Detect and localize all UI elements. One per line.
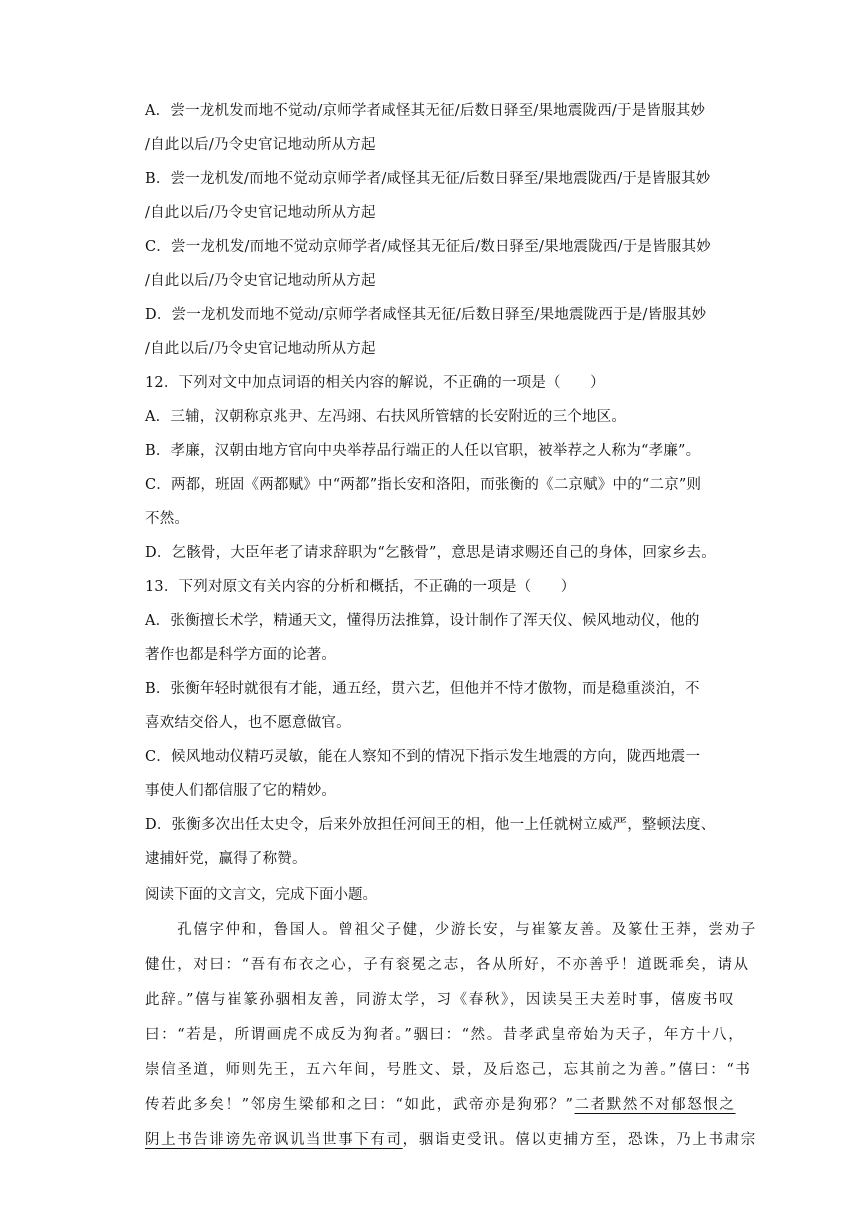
q12-stem: 12．下列对文中加点词语的相关内容的解说，不正确的一项是（ ） xyxy=(145,375,605,391)
q12-option-d: D．乞骸骨，大臣年老了请求辞职为“乞骸骨”，意思是请求赐还自己的身体，回家乡去。 xyxy=(145,545,716,561)
passage-line-4: 曰：“若是，所谓画虎不成反为狗者。”骃曰：“然。昔孝武皇帝始为天子，年方十八， xyxy=(145,1027,745,1043)
q12-option-c-line1: C．两都，班固《两都赋》中“两都”指长安和洛阳，而张衡的《二京赋》中的“二京”则 xyxy=(145,477,702,493)
q12-option-b: B．孝廉，汉朝由地方官向中央举荐品行端正的人任以官职，被举荐之人称为“孝廉”。 xyxy=(145,443,701,459)
q12-option-c-line2: 不然。 xyxy=(145,511,190,527)
passage-line-3: 此辞。”僖与崔篆孙骃相友善，同游太学，习《春秋》，因读吴王夫差时事，僖废书叹 xyxy=(145,992,736,1008)
passage-line-6-text: 传若此多矣！”邻房生梁郁和之曰：“如此，武帝亦是狗邪？” xyxy=(145,1097,575,1113)
passage-line-2: 健仕，对曰：“吾有布衣之心，子有衮冕之志，各从所好，不亦善乎！道既乖矣，请从 xyxy=(145,957,750,973)
q13-option-b-line1: B．张衡年轻时就很有才能，通五经，贯六艺，但他并不恃才傲物，而是稳重淡泊，不 xyxy=(145,681,700,697)
passage-line-7-underlined: 阴上书告诽谤先帝讽讥当世事下有司 xyxy=(145,1132,403,1148)
passage-line-7-text: ，骃诣吏受讯。僖以吏捕方至，恐诛，乃上书肃宗 xyxy=(402,1132,757,1148)
q11-option-d-line1: D．尝一龙机发而地不觉动/京师学者咸怪其无征/后数日驿至/果地震陇西于是/皆服其妙 xyxy=(145,307,707,323)
q11-option-c-line2: /自此以后/乃令史官记地动所从方起 xyxy=(145,273,376,289)
q13-option-d-line1: D．张衡多次出任太史令，后来外放担任河间王的相，他一上任就树立威严，整顿法度、 xyxy=(145,817,716,833)
passage-line-5: 崇信圣道，师则先王，五六年间，号胜文、景，及后恣己，忘其前之为善。”僖曰：“书 xyxy=(145,1062,752,1078)
passage-line-7 xyxy=(145,1130,757,1150)
passage-line-6 xyxy=(145,1095,736,1115)
q13-option-b-line2: 喜欢结交俗人，也不愿意做官。 xyxy=(145,715,351,731)
q13-option-c-line1: C．候风地动仪精巧灵敏，能在人察知不到的情况下指示发生地震的方向，陇西地震一 xyxy=(145,749,701,765)
q11-option-b-line2: /自此以后/乃令史官记地动所从方起 xyxy=(145,205,376,221)
reading-intro: 阅读下面的文言文，完成下面小题。 xyxy=(145,887,377,903)
q11-option-a-line2: /自此以后/乃令史官记地动所从方起 xyxy=(145,137,376,153)
q13-option-a-line2: 著作也都是科学方面的论著。 xyxy=(145,647,337,663)
q13-option-a-line1: A．张衡擅长术学，精通天文，懂得历法推算，设计制作了浑天仪、候风地动仪，他的 xyxy=(145,613,700,629)
q13-option-c-line2: 事使人们都信服了它的精妙。 xyxy=(145,783,337,799)
q11-option-b-line1: B．尝一龙机发/而地不觉动京师学者/咸怪其无征/后数日驿至/果地震陇西/于是皆服其妙 xyxy=(145,171,711,187)
q13-option-d-line2: 逮捕奸党，赢得了称赞。 xyxy=(145,851,307,867)
passage-line-1: 孔僖字仲和，鲁国人。曾祖父子健，少游长安，与崔篆友善。及篆仕王莽，尝劝子 xyxy=(145,922,757,938)
q11-option-c-line1: C．尝一龙机发/而地不觉动京师学者/咸怪其无征后/数日驿至/果地震陇西/于是皆服其妙 xyxy=(145,239,711,255)
q12-option-a: A．三辅，汉朝称京兆尹、左冯翊、右扶风所管辖的长安附近的三个地区。 xyxy=(145,409,627,425)
q13-stem: 13．下列对原文有关内容的分析和概括，不正确的一项是（ ） xyxy=(145,579,576,595)
passage-line-6-underlined: 二者默然不对郁怒恨之 xyxy=(574,1097,736,1113)
q11-option-d-line2: /自此以后/乃令史官记地动所从方起 xyxy=(145,341,376,357)
q11-option-a-line1: A．尝一龙机发而地不觉动/京师学者咸怪其无征/后数日驿至/果地震陇西/于是皆服其妙 xyxy=(145,103,706,119)
